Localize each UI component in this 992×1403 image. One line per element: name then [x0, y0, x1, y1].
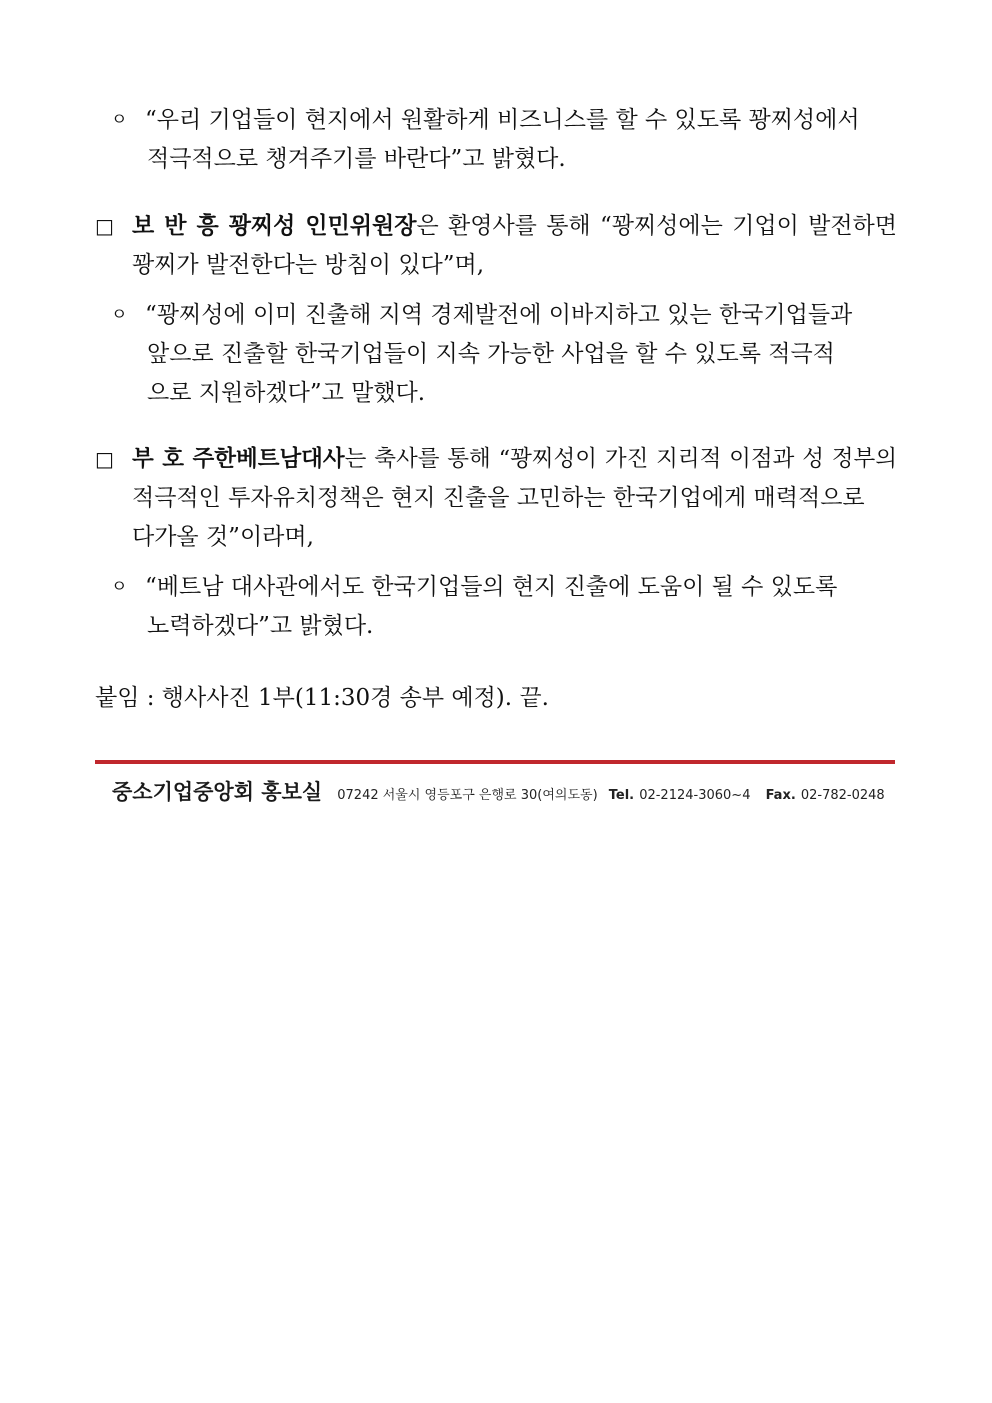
- bullet-text: 으로 지원하겠다”고 말했다.: [147, 380, 426, 406]
- footer-tel-label: Tel.: [608, 788, 635, 803]
- footer-divider: [95, 760, 895, 764]
- bullet-item-1: [95, 101, 897, 179]
- bullet-line-1: [95, 568, 897, 607]
- section-line-1: [95, 440, 897, 479]
- section-line-2: [95, 479, 897, 518]
- bullet-line-1: [95, 296, 897, 335]
- bullet-text: 앞으로 진출할 한국기업들이 지속 가능한 사업을 할 수 있도록 적극적: [147, 341, 835, 367]
- bullet-text: “꽝찌성에 이미 진출해 지역 경제발전에 이바지하고 있는 한국기업들과: [145, 302, 853, 328]
- section-line-2: [95, 246, 897, 285]
- bullet-text: “베트남 대사관에서도 한국기업들의 현지 진출에 도움이 될 수 있도록: [145, 574, 838, 600]
- bullet-item-2: [95, 296, 897, 413]
- bullet-text: 노력하겠다”고 밝혔다.: [147, 613, 374, 639]
- section-line-3: [95, 518, 897, 557]
- section-line-1: [95, 207, 897, 246]
- footer-fax: 02-782-0248: [800, 788, 885, 803]
- footer-fax-label: Fax.: [765, 788, 796, 803]
- footer-organization: 중소기업중앙회 홍보실: [112, 780, 323, 804]
- circle-bullet-icon: ㅇ: [111, 110, 128, 130]
- section-text: 꽝찌가 발전한다는 방침이 있다”며,: [132, 252, 485, 278]
- bullet-line-3: [95, 374, 897, 413]
- section-text: 적극적인 투자유치정책은 현지 진출을 고민하는 한국기업에게 매력적으로: [132, 485, 865, 511]
- bullet-line-2: [95, 140, 897, 179]
- section-text: 는 축사를 통해 “꽝찌성이 가진 지리적 이점과 성 정부의: [344, 446, 897, 472]
- square-bullet-icon: □: [95, 447, 114, 471]
- attachment-note: [95, 679, 897, 718]
- speaker-name: 보 반 흥 꽝찌성 인민위원장: [132, 213, 417, 239]
- footer: [112, 776, 885, 806]
- bullet-text: “우리 기업들이 현지에서 원활하게 비즈니스를 할 수 있도록 꽝찌성에서: [145, 107, 860, 133]
- section-text: 은 환영사를 통해 “꽝찌성에는 기업이 발전하면: [416, 213, 897, 239]
- speaker-name: 부 호 주한베트남대사: [132, 446, 345, 472]
- circle-bullet-icon: ㅇ: [111, 305, 128, 325]
- bullet-line-2: [95, 335, 897, 374]
- footer-address: 07242 서울시 영등포구 은행로 30(여의도동): [337, 788, 598, 803]
- circle-bullet-icon: ㅇ: [111, 577, 128, 597]
- bullet-text: 적극적으로 챙겨주기를 바란다”고 밝혔다.: [147, 146, 566, 172]
- section-item-2: [95, 440, 897, 557]
- bullet-line-1: [95, 101, 897, 140]
- attachment-line: [95, 679, 897, 718]
- square-bullet-icon: □: [95, 214, 114, 238]
- attachment-text: 붙임 : 행사사진 1부(11:30경 송부 예정). 끝.: [95, 685, 549, 711]
- section-text: 다가올 것”이라며,: [132, 524, 314, 550]
- footer-tel: 02-2124-3060~4: [639, 788, 751, 803]
- bullet-item-3: [95, 568, 897, 646]
- section-item-1: [95, 207, 897, 285]
- bullet-line-2: [95, 607, 897, 646]
